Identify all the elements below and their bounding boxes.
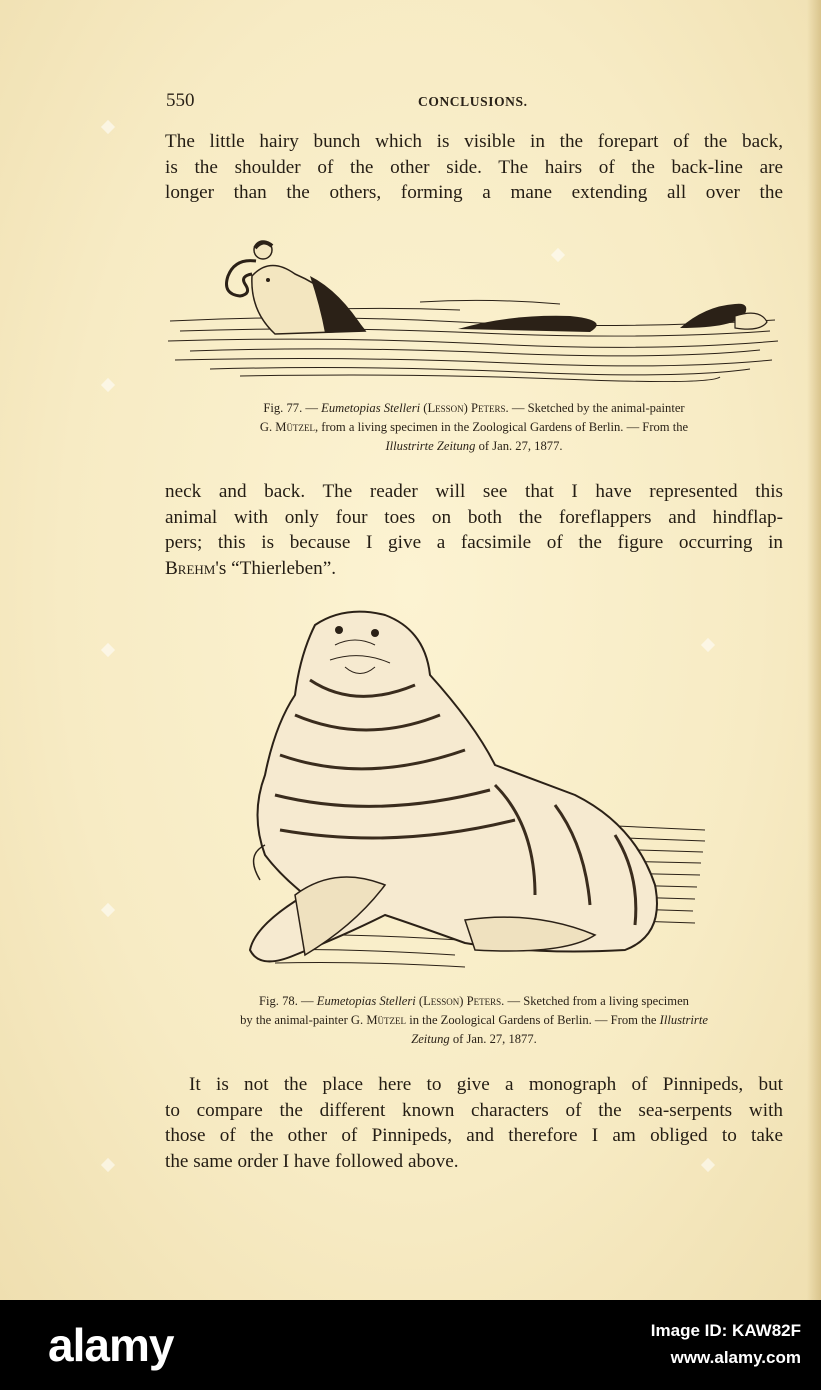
paragraph-3 bbox=[165, 1072, 783, 1174]
caption-line: Fig. 78. — Eumetopias Stelleri (Lesson) Peters. — Sketched from a living specimen bbox=[259, 994, 689, 1008]
figure-78-caption bbox=[165, 992, 783, 1049]
text-line: The little hairy bunch which is visible in the forepart of the back, bbox=[165, 131, 783, 152]
figure-78-illustration bbox=[235, 605, 710, 985]
text-line: longer than the others, forming a mane extending all over the bbox=[165, 182, 783, 203]
text-line: Brehm's “Thierleben”. bbox=[165, 557, 337, 579]
caption-line: Fig. 77. — Eumetopias Stelleri (Lesson) Peters. — Sketched by the animal-painter bbox=[263, 401, 685, 415]
paragraph-2 bbox=[165, 479, 783, 581]
site-url-link[interactable]: www.alamy.com bbox=[670, 1348, 801, 1367]
page-edge-shadow bbox=[807, 0, 821, 1300]
watermark-diamond bbox=[101, 903, 115, 917]
watermark-diamond bbox=[101, 378, 115, 392]
text-line: neck and back. The reader will see that I have represented this bbox=[165, 481, 783, 502]
text-line: is the shoulder of the other side. The hairs of the back-line are bbox=[165, 156, 783, 178]
watermark-diamond bbox=[101, 120, 115, 134]
text-line: It is not the place here to give a monograph of Pinnipeds, but bbox=[189, 1074, 783, 1095]
caption-line: by the animal-painter G. Mützel in the Zoological Gardens of Berlin. — From the Illustrirte bbox=[240, 1013, 708, 1027]
caption-line: Illustrirte Zeitung of Jan. 27, 1877. bbox=[385, 439, 563, 453]
text-line: to compare the different known characters of the sea-serpents with bbox=[165, 1099, 783, 1121]
running-title: CONCLUSIONS. bbox=[418, 94, 528, 109]
page-number: 550 bbox=[166, 90, 195, 111]
alamy-logo[interactable]: alamy bbox=[48, 1319, 174, 1371]
text-line: animal with only four toes on both the foreflappers and hindflap- bbox=[165, 506, 783, 528]
paragraph-1 bbox=[165, 129, 783, 206]
text-line: the same order I have followed above. bbox=[165, 1150, 459, 1172]
caption-line: G. Mützel, from a living specimen in the Zoological Gardens of Berlin. — From the bbox=[259, 420, 689, 434]
image-id-label: Image ID: KAW82F bbox=[650, 1321, 801, 1340]
caption-line: Zeitung of Jan. 27, 1877. bbox=[411, 1032, 537, 1046]
text-line: those of the other of Pinnipeds, and therefore I am obliged to take bbox=[165, 1125, 783, 1146]
watermark-diamond bbox=[101, 1158, 115, 1172]
watermark-diamond bbox=[101, 643, 115, 657]
text-line: pers; this is because I give a facsimile of the figure occurring in bbox=[165, 532, 783, 553]
figure-77-illustration bbox=[160, 236, 785, 386]
figure-77-caption bbox=[165, 399, 783, 456]
